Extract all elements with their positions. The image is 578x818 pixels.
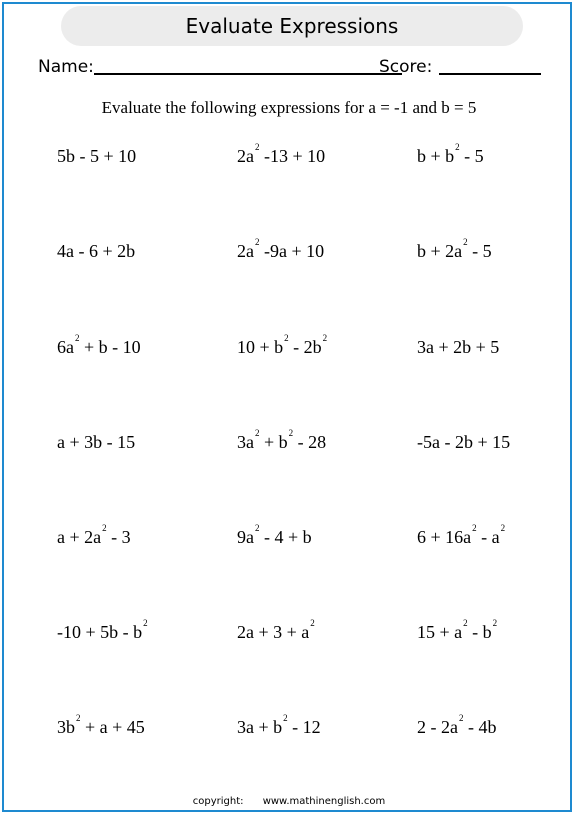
expression-r7-c3: $2 - 2a^2 - 4b$ — [417, 713, 497, 737]
expression-r6-c3: $15 + a^2 - b^2$ — [417, 618, 498, 642]
expression-r4-c2: $3a^2 + b^2 - 28$ — [237, 428, 327, 452]
score-blank-line[interactable] — [439, 73, 541, 75]
expression-r6-c2: $2a + 3 + a^2$ — [237, 618, 315, 642]
expression-r4-c3: -5a - 2b + 15 — [417, 432, 511, 452]
expression-r2-c3: $b + 2a^2 - 5$ — [417, 237, 492, 261]
name-label: Name: — [38, 57, 94, 77]
website-link[interactable]: www.mathinenglish.com — [262, 796, 386, 807]
expression-r2-c1: 4a - 6 + 2b — [57, 241, 136, 261]
copyright-label: copyright: — [192, 796, 244, 807]
page-border — [2, 2, 572, 812]
expression-r6-c1: $-10 + 5b - b^2$ — [57, 618, 148, 642]
expression-r1-c2: $2a^2$ -13 + 10 — [237, 142, 326, 166]
expression-r5-c3: $6 + 16a^2 - a^2$ — [417, 523, 506, 547]
expression-r7-c1: $3b^2 + a + 45$ — [57, 713, 145, 737]
name-score-row — [36, 55, 546, 81]
title-text: Evaluate Expressions — [185, 14, 399, 38]
expression-r4-c1: a + 3b - 15 — [57, 432, 136, 452]
name-blank-line[interactable] — [94, 73, 402, 75]
expression-r3-c2: $10 + b^2 - 2b^2$ — [237, 333, 328, 357]
expression-r1-c1: 5b - 5 + 10 — [57, 146, 137, 166]
expression-r2-c2: $2a^2$ -9a + 10 — [237, 237, 325, 261]
score-label: Score: — [379, 57, 433, 77]
instructions: Evaluate the following expressions for a = -1 and b = 5 — [101, 98, 477, 117]
expression-r3-c1: $6a^2 + b - 10$ — [57, 333, 141, 357]
expression-r7-c2: $3a + b^2 - 12$ — [237, 713, 321, 737]
expression-r3-c3: 3a + 2b + 5 — [417, 337, 500, 357]
expression-r5-c1: $a + 2a^2 - 3$ — [57, 523, 131, 547]
footer — [0, 796, 578, 807]
expression-r5-c2: $9a^2 - 4 + b$ — [237, 523, 312, 547]
worksheet-title — [61, 6, 523, 46]
expression-r1-c3: $b + b^2 - 5$ — [417, 142, 484, 166]
